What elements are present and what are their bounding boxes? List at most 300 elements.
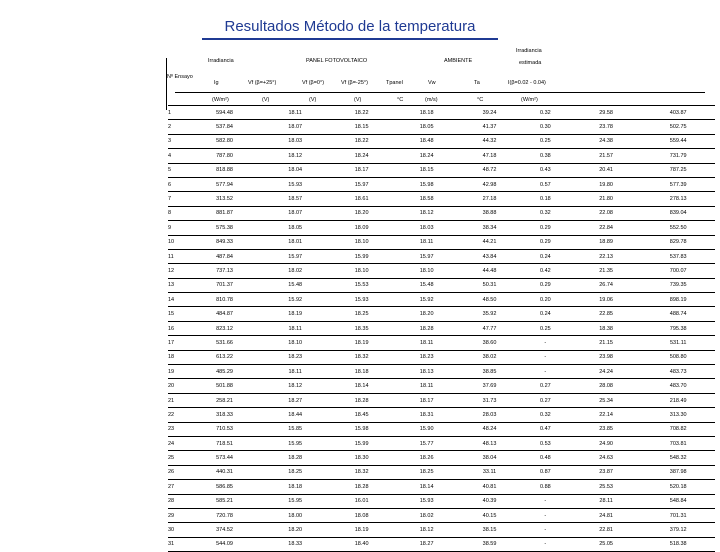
header-ambiente: AMBIENTE (444, 58, 473, 64)
table-cell: 829.78 (641, 235, 715, 249)
table-cell: 374.52 (188, 523, 261, 537)
table-cell: 15.97 (329, 177, 394, 191)
table-cell: 15.48 (261, 278, 329, 292)
ensayo-number: 1 (168, 106, 188, 120)
table-row (168, 379, 715, 393)
table-cell: 15.48 (394, 278, 459, 292)
table-cell: 18.32 (329, 350, 394, 364)
table-cell: 25.34 (571, 393, 642, 407)
table-cell: 24.81 (571, 508, 642, 522)
table-cell: 379.12 (641, 523, 715, 537)
table-cell: 18.24 (394, 149, 459, 163)
header-panel: PANEL FOTOVOLTAICO (306, 58, 368, 64)
table-cell: 18.07 (261, 120, 329, 134)
table-cell: 18.05 (394, 120, 459, 134)
table-cell: 0.48 (520, 451, 571, 465)
table-cell: 21.35 (571, 264, 642, 278)
table-cell: 0.38 (520, 149, 571, 163)
table-cell: 18.03 (394, 221, 459, 235)
ensayo-number: 15 (168, 307, 188, 321)
table-cell: 720.78 (188, 508, 261, 522)
ensayo-number: 18 (168, 350, 188, 364)
table-row (168, 278, 715, 292)
table-cell: 18.11 (261, 106, 329, 120)
table-cell: 18.18 (261, 480, 329, 494)
table-cell: 531.66 (188, 336, 261, 350)
table-cell: 577.39 (641, 177, 715, 191)
table-cell: 27.18 (459, 192, 520, 206)
table-cell: 22.84 (571, 221, 642, 235)
page-title: Resultados Método de la temperatura (224, 18, 476, 35)
table-row (168, 393, 715, 407)
table-cell: 898.19 (641, 293, 715, 307)
table-cell: 18.09 (329, 221, 394, 235)
table-cell: 487.84 (188, 249, 261, 263)
table-row (168, 163, 715, 177)
table-cell: 19.80 (571, 177, 642, 191)
header-irr-estimada-1: Irradiancia (516, 48, 542, 54)
table-cell: 0.24 (520, 249, 571, 263)
table-row (168, 264, 715, 278)
table-cell: 18.10 (261, 336, 329, 350)
table-cell: 823.12 (188, 321, 261, 335)
table-cell: 48.13 (459, 436, 520, 450)
table-cell: 18.05 (261, 221, 329, 235)
table-cell: 520.18 (641, 480, 715, 494)
ensayo-number: 10 (168, 235, 188, 249)
table-cell: 18.02 (394, 508, 459, 522)
table-cell: 21.80 (571, 192, 642, 206)
table-cell: 218.49 (641, 393, 715, 407)
table-cell: 18.48 (394, 134, 459, 148)
table-row (168, 508, 715, 522)
table-cell: 0.27 (520, 393, 571, 407)
table-cell: 18.10 (329, 235, 394, 249)
table-cell: 0.88 (520, 480, 571, 494)
table-cell: - (520, 508, 571, 522)
table-row (168, 134, 715, 148)
table-cell: 508.80 (641, 350, 715, 364)
table-cell: 23.85 (571, 422, 642, 436)
table-cell: - (520, 494, 571, 508)
table-cell: 22.85 (571, 307, 642, 321)
table-cell: 18.28 (261, 451, 329, 465)
table-cell: 15.92 (394, 293, 459, 307)
table-cell: 440.31 (188, 465, 261, 479)
table-cell: 258.21 (188, 393, 261, 407)
table-cell: 575.38 (188, 221, 261, 235)
ensayo-number: 14 (168, 293, 188, 307)
ensayo-number: 3 (168, 134, 188, 148)
table-cell: 594.48 (188, 106, 261, 120)
table-cell: 703.81 (641, 436, 715, 450)
table-cell: 18.15 (329, 120, 394, 134)
table-cell: 18.24 (329, 149, 394, 163)
table-cell: 15.90 (394, 422, 459, 436)
table-cell: 15.98 (394, 177, 459, 191)
ensayo-number: 12 (168, 264, 188, 278)
table-cell: 559.44 (641, 134, 715, 148)
table-cell: 22.81 (571, 523, 642, 537)
table-cell: 18.04 (261, 163, 329, 177)
table-row (168, 408, 715, 422)
table-cell: 485.29 (188, 365, 261, 379)
table-cell: 18.14 (394, 480, 459, 494)
table-row (168, 494, 715, 508)
ensayo-number: 5 (168, 163, 188, 177)
table-row (168, 523, 715, 537)
table-cell: 18.08 (329, 508, 394, 522)
table-cell: 18.02 (261, 264, 329, 278)
table-cell: 18.11 (394, 235, 459, 249)
col-header: I(β=0.02 - 0.04) (508, 80, 546, 86)
table-cell: 18.58 (394, 192, 459, 206)
table-cell: 710.53 (188, 422, 261, 436)
table-cell: 518.38 (641, 537, 715, 551)
table-cell: 0.18 (520, 192, 571, 206)
ensayo-number: 9 (168, 221, 188, 235)
table-cell: 15.93 (394, 494, 459, 508)
table-cell: 488.74 (641, 307, 715, 321)
table-cell: 18.27 (394, 537, 459, 551)
table-cell: 15.97 (261, 249, 329, 263)
table-cell: 38.60 (459, 336, 520, 350)
table-cell: 18.11 (394, 336, 459, 350)
table-cell: 47.77 (459, 321, 520, 335)
col-header: Ig (214, 80, 219, 86)
table-cell: 18.03 (261, 134, 329, 148)
table-row (168, 149, 715, 163)
table-cell: 15.98 (329, 422, 394, 436)
ensayo-number: 31 (168, 537, 188, 551)
table-cell: 18.31 (394, 408, 459, 422)
col-header: Tpanel (386, 80, 403, 86)
table-cell: 18.12 (261, 149, 329, 163)
col-header: Ta (474, 80, 480, 86)
table-cell: 737.13 (188, 264, 261, 278)
table-cell: 18.20 (394, 307, 459, 321)
table-row (168, 336, 715, 350)
table-cell: 18.17 (394, 393, 459, 407)
table-cell: 18.28 (329, 393, 394, 407)
table-cell: 28.03 (459, 408, 520, 422)
ensayo-number: 6 (168, 177, 188, 191)
table-cell: 18.20 (329, 206, 394, 220)
table-cell: 25.05 (571, 537, 642, 551)
header-irr-estimada-2: estimada (519, 60, 542, 66)
table-cell: 15.53 (329, 278, 394, 292)
table-cell: 18.12 (261, 379, 329, 393)
table-cell: 18.17 (329, 163, 394, 177)
unit-label: (W/m²) (521, 97, 538, 103)
table-cell: 718.51 (188, 436, 261, 450)
table-cell: 18.89 (571, 235, 642, 249)
table-cell: 22.13 (571, 249, 642, 263)
table-row (168, 177, 715, 191)
table-cell: 21.57 (571, 149, 642, 163)
table-row (168, 451, 715, 465)
table-cell: 18.18 (394, 106, 459, 120)
table-cell: 39.24 (459, 106, 520, 120)
table-cell: 18.12 (394, 523, 459, 537)
table-cell: 18.44 (261, 408, 329, 422)
table-cell: 28.08 (571, 379, 642, 393)
table-cell: 537.83 (641, 249, 715, 263)
table-row (168, 221, 715, 235)
table-cell: 701.37 (188, 278, 261, 292)
table-cell: 537.84 (188, 120, 261, 134)
table-cell: 47.18 (459, 149, 520, 163)
table-cell: 41.37 (459, 120, 520, 134)
table-cell: 15.93 (261, 177, 329, 191)
table-cell: 18.32 (329, 465, 394, 479)
table-cell: 24.90 (571, 436, 642, 450)
units-top-rule (175, 92, 705, 93)
table-cell: 15.99 (329, 249, 394, 263)
table-cell: 0.24 (520, 307, 571, 321)
table-cell: 18.07 (261, 206, 329, 220)
table-cell: 0.32 (520, 106, 571, 120)
table-cell: 15.92 (261, 293, 329, 307)
col-header: Vw (428, 80, 436, 86)
table-cell: 38.15 (459, 523, 520, 537)
table-cell: 18.38 (571, 321, 642, 335)
table-cell: - (520, 350, 571, 364)
table-cell: 21.15 (571, 336, 642, 350)
table-cell: 0.32 (520, 206, 571, 220)
table-cell: 313.30 (641, 408, 715, 422)
table-cell: 0.29 (520, 278, 571, 292)
table-cell: 544.09 (188, 537, 261, 551)
table-cell: 582.80 (188, 134, 261, 148)
table-cell: 44.48 (459, 264, 520, 278)
unit-label: (m/s) (425, 97, 438, 103)
table-cell: 818.88 (188, 163, 261, 177)
table-cell: 278.13 (641, 192, 715, 206)
table-row (168, 465, 715, 479)
table-cell: 40.15 (459, 508, 520, 522)
table-cell: - (520, 523, 571, 537)
table-cell: 585.21 (188, 494, 261, 508)
table-cell: 15.77 (394, 436, 459, 450)
table-cell: 43.84 (459, 249, 520, 263)
table-cell: 50.31 (459, 278, 520, 292)
ensayo-number: 11 (168, 249, 188, 263)
table-row (168, 480, 715, 494)
table-cell: 0.20 (520, 293, 571, 307)
ensayo-number: 25 (168, 451, 188, 465)
table-cell: 484.87 (188, 307, 261, 321)
table-cell: 31.73 (459, 393, 520, 407)
table-cell: 15.99 (329, 436, 394, 450)
table-cell: 0.47 (520, 422, 571, 436)
table-cell: 483.70 (641, 379, 715, 393)
table-cell: 548.84 (641, 494, 715, 508)
ensayo-number: 29 (168, 508, 188, 522)
table-cell: 33.11 (459, 465, 520, 479)
table-cell: 38.04 (459, 451, 520, 465)
table-cell: 23.98 (571, 350, 642, 364)
table-cell: 15.85 (261, 422, 329, 436)
header-ensayo: Nº Ensayo (167, 74, 193, 80)
table-cell: 18.11 (394, 379, 459, 393)
table-cell: 552.50 (641, 221, 715, 235)
table-cell: 24.63 (571, 451, 642, 465)
unit-label: °C (397, 97, 404, 103)
table-cell: 15.93 (329, 293, 394, 307)
title-underline (202, 38, 498, 40)
table-row (168, 365, 715, 379)
table-cell: 18.22 (329, 106, 394, 120)
table-row (168, 293, 715, 307)
table-cell: 0.87 (520, 465, 571, 479)
table-cell: - (520, 537, 571, 551)
table-cell: 18.19 (329, 523, 394, 537)
table-cell: 739.35 (641, 278, 715, 292)
ensayo-number: 7 (168, 192, 188, 206)
table-cell: 18.20 (261, 523, 329, 537)
ensayo-number: 24 (168, 436, 188, 450)
table-cell: 15.97 (394, 249, 459, 263)
table-cell: 18.00 (261, 508, 329, 522)
table-cell: - (520, 336, 571, 350)
table-cell: 48.24 (459, 422, 520, 436)
table-cell: 18.18 (329, 365, 394, 379)
table-cell: 18.23 (394, 350, 459, 364)
table-cell: 44.21 (459, 235, 520, 249)
table-row (168, 120, 715, 134)
table-cell: 18.25 (394, 465, 459, 479)
table-cell: 787.25 (641, 163, 715, 177)
table-cell: 0.53 (520, 436, 571, 450)
ensayo-number: 27 (168, 480, 188, 494)
table-cell: 23.87 (571, 465, 642, 479)
table-cell: 403.87 (641, 106, 715, 120)
table-cell: 701.31 (641, 508, 715, 522)
table-row (168, 192, 715, 206)
ensayo-number: 8 (168, 206, 188, 220)
col-header: Vf (β=0°) (302, 80, 325, 86)
table-cell: 20.41 (571, 163, 642, 177)
table-cell: 577.94 (188, 177, 261, 191)
table-cell: 29.58 (571, 106, 642, 120)
table-cell: 881.87 (188, 206, 261, 220)
table-cell: 18.33 (261, 537, 329, 551)
table-row (168, 235, 715, 249)
col-header: Vf (β=-25°) (341, 80, 368, 86)
table-cell: 787.80 (188, 149, 261, 163)
table-row (168, 206, 715, 220)
table-cell: 42.98 (459, 177, 520, 191)
ensayo-number: 17 (168, 336, 188, 350)
table-cell: 0.30 (520, 120, 571, 134)
table-cell: 35.92 (459, 307, 520, 321)
table-cell: 18.23 (261, 350, 329, 364)
table-cell: 839.04 (641, 206, 715, 220)
table-cell: 387.98 (641, 465, 715, 479)
table-row (168, 321, 715, 335)
table-row (168, 537, 715, 551)
table-cell: 18.13 (394, 365, 459, 379)
table-cell: 318.33 (188, 408, 261, 422)
table-cell: 613.22 (188, 350, 261, 364)
header-irradiancia: Irradiancia (208, 58, 234, 64)
table-cell: 18.45 (329, 408, 394, 422)
table-cell: 37.69 (459, 379, 520, 393)
unit-label: (V) (309, 97, 317, 103)
table-cell: 18.22 (329, 134, 394, 148)
table-cell: 18.19 (329, 336, 394, 350)
table-cell: 48.72 (459, 163, 520, 177)
table-cell: 0.25 (520, 134, 571, 148)
table-cell: 708.82 (641, 422, 715, 436)
table-cell: 28.11 (571, 494, 642, 508)
table-cell: 18.10 (329, 264, 394, 278)
table-cell: 18.15 (394, 163, 459, 177)
table-row (168, 106, 715, 120)
table-cell: 23.78 (571, 120, 642, 134)
table-cell: 15.95 (261, 436, 329, 450)
table-cell: 24.24 (571, 365, 642, 379)
table-cell: 18.11 (261, 365, 329, 379)
table-cell: 548.32 (641, 451, 715, 465)
table-cell: 18.01 (261, 235, 329, 249)
table-cell: 795.38 (641, 321, 715, 335)
table-cell: 586.85 (188, 480, 261, 494)
table-cell: - (520, 365, 571, 379)
table-cell: 38.85 (459, 365, 520, 379)
ensayo-number: 21 (168, 393, 188, 407)
table-cell: 531.11 (641, 336, 715, 350)
ensayo-number: 28 (168, 494, 188, 508)
table-cell: 810.78 (188, 293, 261, 307)
ensayo-number: 16 (168, 321, 188, 335)
table-cell: 18.14 (329, 379, 394, 393)
results-table-body (168, 106, 715, 552)
table-cell: 0.29 (520, 221, 571, 235)
table-cell: 18.61 (329, 192, 394, 206)
table-cell: 18.12 (394, 206, 459, 220)
table-cell: 18.11 (261, 321, 329, 335)
table-cell: 38.02 (459, 350, 520, 364)
table-cell: 18.27 (261, 393, 329, 407)
table-cell: 313.52 (188, 192, 261, 206)
table-cell: 18.25 (261, 465, 329, 479)
ensayo-number: 13 (168, 278, 188, 292)
table-cell: 0.43 (520, 163, 571, 177)
unit-label: °C (477, 97, 484, 103)
table-cell: 18.57 (261, 192, 329, 206)
table-cell: 48.50 (459, 293, 520, 307)
table-cell: 18.35 (329, 321, 394, 335)
ensayo-number: 2 (168, 120, 188, 134)
table-row (168, 422, 715, 436)
ensayo-number: 23 (168, 422, 188, 436)
table-cell: 26.74 (571, 278, 642, 292)
ensayo-number: 20 (168, 379, 188, 393)
header-left-border (166, 58, 167, 110)
table-cell: 38.59 (459, 537, 520, 551)
table-cell: 731.79 (641, 149, 715, 163)
ensayo-number: 30 (168, 523, 188, 537)
ensayo-number: 22 (168, 408, 188, 422)
table-cell: 18.30 (329, 451, 394, 465)
unit-label: (V) (262, 97, 270, 103)
table-cell: 18.10 (394, 264, 459, 278)
table-cell: 44.32 (459, 134, 520, 148)
table-cell: 483.73 (641, 365, 715, 379)
table-cell: 25.53 (571, 480, 642, 494)
